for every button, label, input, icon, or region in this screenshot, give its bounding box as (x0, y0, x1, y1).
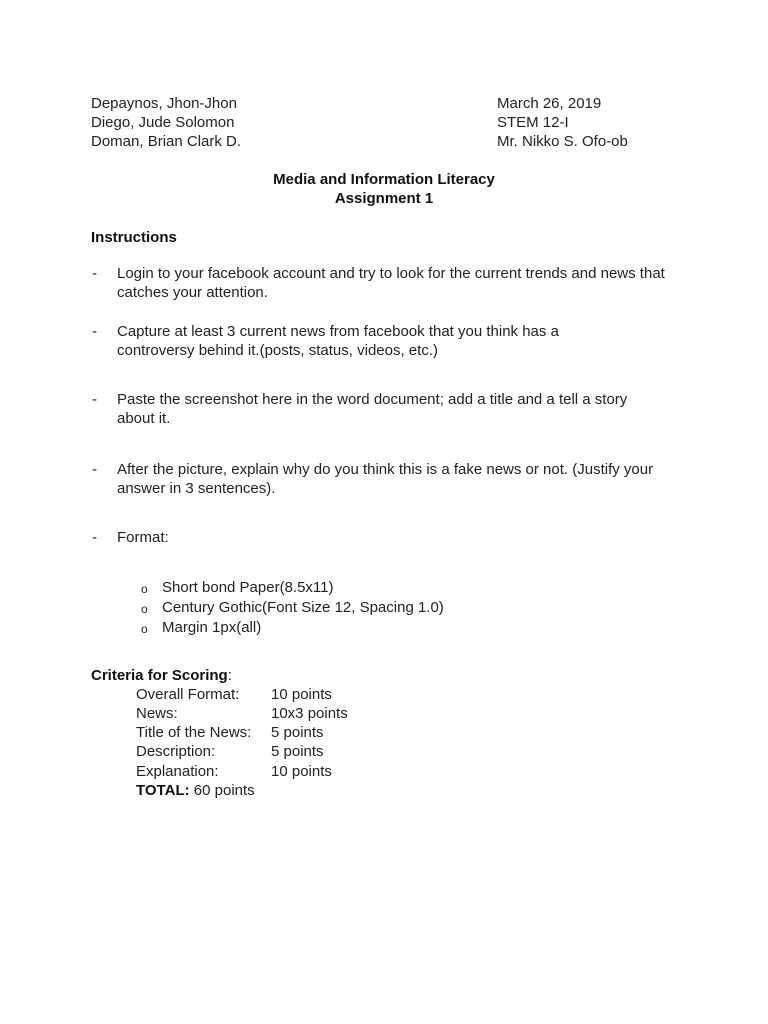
criteria-value: 5 points (271, 743, 324, 760)
criteria-heading (91, 666, 232, 685)
instruction-item-3: Paste the screenshot here in the word document; add a title and a tell a story about it. (117, 391, 628, 427)
bullet-dash: - (92, 529, 97, 546)
date: March 26, 2019 (497, 95, 602, 112)
criteria-label: News: (136, 705, 178, 722)
criteria-heading-colon: : (227, 667, 232, 684)
instruction-item-4: After the picture, explain why do you think this is a fake news or not. (Justify your answer in 3 sentences). (117, 461, 654, 497)
criteria-label: Description: (136, 743, 216, 760)
criteria-total (136, 781, 255, 800)
criteria-value: 5 points (271, 724, 324, 741)
sub-bullet-marker: o (141, 602, 148, 616)
bullet-dash: - (92, 265, 97, 282)
format-item-1: Short bond Paper(8.5x11) (162, 579, 334, 596)
teacher: Mr. Nikko S. Ofo-ob (497, 133, 628, 150)
student-name-2: Diego, Jude Solomon (91, 114, 235, 131)
instruction-item-5: Format: (117, 529, 169, 546)
criteria-heading-text: Criteria for Scoring (91, 667, 228, 684)
instruction-item-1: Login to your facebook account and try to look for the current trends and news that catches your attention. (117, 265, 665, 301)
student-name-3: Doman, Brian Clark D. (91, 133, 242, 150)
sub-bullet-marker: o (141, 582, 148, 596)
total-label: TOTAL: (136, 782, 190, 799)
student-name-1: Depaynos, Jhon-Jhon (91, 95, 237, 112)
total-value: 60 points (189, 782, 255, 799)
sub-bullet-marker: o (141, 622, 148, 636)
format-item-3: Margin 1px(all) (162, 619, 262, 636)
subject-title: Media and Information Literacy (273, 171, 495, 188)
format-item-2: Century Gothic(Font Size 12, Spacing 1.0) (162, 599, 444, 616)
criteria-label: Overall Format: (136, 686, 240, 703)
bullet-dash: - (92, 391, 97, 408)
criteria-value: 10 points (271, 763, 332, 780)
criteria-label: Explanation: (136, 763, 219, 780)
criteria-label: Title of the News: (136, 724, 252, 741)
bullet-dash: - (92, 461, 97, 478)
assignment-title: Assignment 1 (334, 190, 434, 207)
section: STEM 12-I (497, 114, 569, 131)
bullet-dash: - (92, 323, 97, 340)
instructions-heading: Instructions (91, 229, 177, 246)
criteria-value: 10x3 points (271, 705, 348, 722)
instruction-item-2: Capture at least 3 current news from facebook that you think has a controversy behind it.(posts, status, videos, etc.) (117, 323, 559, 359)
criteria-value: 10 points (271, 686, 332, 703)
